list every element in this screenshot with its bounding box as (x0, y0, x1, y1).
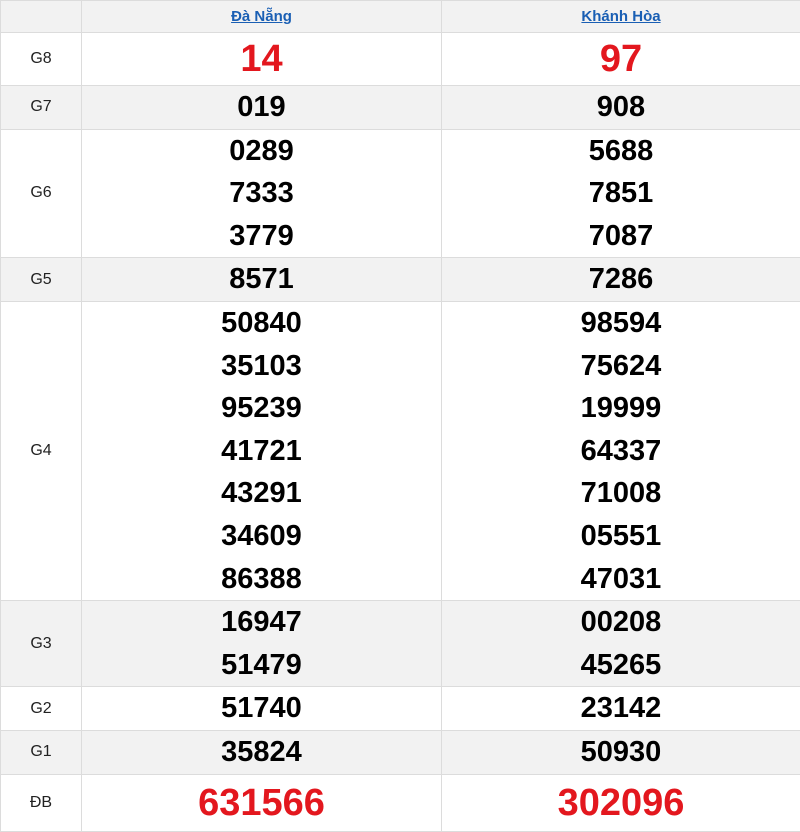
result-cell-da-nang (82, 687, 442, 731)
result-cell-da-nang (82, 33, 442, 86)
result-cell-khanh-hoa (442, 774, 800, 831)
result-number: 51740 (82, 687, 441, 730)
result-number: 50840 (82, 302, 441, 345)
province-link-da-nang[interactable]: Đà Nẵng (231, 8, 292, 25)
prize-label: G6 (1, 129, 82, 258)
result-number: 97 (442, 33, 800, 85)
corner-cell (1, 1, 82, 33)
result-number: 47031 (442, 558, 800, 601)
result-number: 86388 (82, 558, 441, 601)
result-number: 908 (442, 86, 800, 129)
prize-label: G2 (1, 687, 82, 731)
result-number: 50930 (442, 731, 800, 774)
result-number: 35824 (82, 731, 441, 774)
result-number: 43291 (82, 472, 441, 515)
result-cell-khanh-hoa (442, 33, 800, 86)
result-cell-da-nang (82, 86, 442, 130)
province-header-khanh-hoa (442, 1, 800, 33)
result-number: 7087 (442, 215, 800, 258)
prize-row-g7 (1, 86, 800, 130)
result-number: 64337 (442, 430, 800, 473)
prize-row-g5 (1, 258, 800, 302)
result-cell-da-nang (82, 258, 442, 302)
result-number: 41721 (82, 430, 441, 473)
result-cell-da-nang (82, 601, 442, 687)
prize-row-special (1, 774, 800, 831)
result-number: 3779 (82, 215, 441, 258)
prize-label: ĐB (1, 774, 82, 831)
result-number: 34609 (82, 515, 441, 558)
result-number: 45265 (442, 644, 800, 687)
result-number: 16947 (82, 601, 441, 644)
prize-label: G8 (1, 33, 82, 86)
header-row (1, 1, 800, 33)
result-cell-da-nang (82, 774, 442, 831)
prize-label: G1 (1, 730, 82, 774)
result-cell-da-nang (82, 301, 442, 600)
prize-row-g4 (1, 301, 800, 600)
result-cell-khanh-hoa (442, 730, 800, 774)
result-number: 23142 (442, 687, 800, 730)
result-number: 7286 (442, 258, 800, 301)
result-number: 95239 (82, 387, 441, 430)
result-cell-khanh-hoa (442, 687, 800, 731)
result-number: 7851 (442, 172, 800, 215)
province-header-da-nang (82, 1, 442, 33)
result-number: 5688 (442, 130, 800, 173)
result-number: 7333 (82, 172, 441, 215)
prize-label: G7 (1, 86, 82, 130)
special-prize-number: 631566 (82, 775, 441, 831)
result-number: 98594 (442, 302, 800, 345)
prize-row-g3 (1, 601, 800, 687)
result-cell-khanh-hoa (442, 601, 800, 687)
result-number: 19999 (442, 387, 800, 430)
result-number: 0289 (82, 130, 441, 173)
prize-label: G5 (1, 258, 82, 302)
prize-row-g8 (1, 33, 800, 86)
result-number: 75624 (442, 345, 800, 388)
result-cell-da-nang (82, 129, 442, 258)
result-number: 8571 (82, 258, 441, 301)
province-link-khanh-hoa[interactable]: Khánh Hòa (581, 8, 660, 25)
prize-label: G4 (1, 301, 82, 600)
result-number: 019 (82, 86, 441, 129)
result-cell-khanh-hoa (442, 86, 800, 130)
result-number: 35103 (82, 345, 441, 388)
result-cell-da-nang (82, 730, 442, 774)
result-number: 05551 (442, 515, 800, 558)
result-number: 51479 (82, 644, 441, 687)
prize-row-g6 (1, 129, 800, 258)
result-number: 71008 (442, 472, 800, 515)
result-cell-khanh-hoa (442, 129, 800, 258)
special-prize-number: 302096 (442, 775, 800, 831)
prize-row-g1 (1, 730, 800, 774)
result-cell-khanh-hoa (442, 258, 800, 302)
result-cell-khanh-hoa (442, 301, 800, 600)
prize-label: G3 (1, 601, 82, 687)
result-number: 14 (82, 33, 441, 85)
result-number: 00208 (442, 601, 800, 644)
prize-row-g2 (1, 687, 800, 731)
